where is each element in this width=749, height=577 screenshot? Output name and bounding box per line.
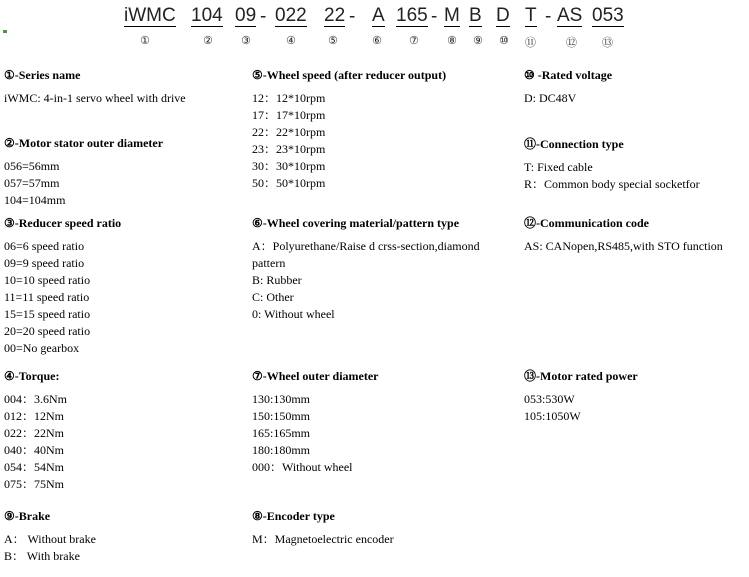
section-brake (4, 508, 96, 565)
code-brake: B (469, 5, 482, 26)
section-heading: ③-Reducer speed ratio (4, 216, 122, 230)
code-covering: A (372, 5, 385, 26)
section-line: 15=15 speed ratio (4, 307, 91, 321)
code-series: iWMC (124, 5, 176, 26)
section-heading: ⑫-Communication code (524, 216, 649, 230)
section-heading: ④-Torque: (4, 369, 60, 383)
section-line: 150:150mm (252, 409, 311, 423)
section-line: 004：3.6Nm (4, 392, 68, 406)
code-connection: T (525, 5, 537, 26)
code-separator: - (545, 6, 552, 27)
section-line: T: Fixed cable (524, 160, 593, 174)
section-heading: ⑬-Motor rated power (524, 369, 638, 383)
section-line: 180:180mm (252, 443, 311, 457)
section-power (524, 368, 638, 425)
code-voltage: D (496, 5, 510, 26)
section-line: 0: Without wheel (252, 307, 335, 321)
section-line: 50：50*10rpm (252, 176, 326, 190)
section-heading: ⑧-Encoder type (252, 509, 335, 523)
code-reducer: 09 (235, 5, 257, 26)
section-line: 056=56mm (4, 159, 60, 173)
code-stator: 104 (191, 5, 223, 26)
section-torque (4, 368, 67, 493)
section-line: 040：40Nm (4, 443, 65, 457)
section-line: 165:165mm (252, 426, 311, 440)
section-heading: ①-Series name (4, 68, 81, 82)
section-heading: ⑤-Wheel speed (after reducer output) (252, 68, 447, 82)
code-position-numbers (0, 34, 749, 50)
section-line: AS: CANopen,RS485,with STO function (524, 239, 723, 253)
section-line: B: Rubber (252, 273, 302, 287)
section-line: 09=9 speed ratio (4, 256, 85, 270)
code-communication: AS (557, 5, 583, 26)
green-marker (3, 30, 7, 33)
section-series (4, 67, 186, 107)
section-line: 012：12Nm (4, 409, 65, 423)
section-heading: ⑪-Connection type (524, 137, 624, 151)
code-encoder: M (444, 5, 460, 26)
code-separator: - (349, 6, 356, 27)
section-line: 130:130mm (252, 392, 311, 406)
model-code (0, 6, 749, 28)
section-line: 22：22*10rpm (252, 125, 326, 139)
section-heading: ⑩ -Rated voltage (524, 68, 613, 82)
section-reducer (4, 215, 121, 357)
position-number: ⑪ (525, 36, 536, 49)
section-line: D: DC48V (524, 91, 577, 105)
position-number: ⑫ (566, 36, 577, 49)
section-connection (524, 136, 700, 193)
section-line: 00=No gearbox (4, 341, 80, 355)
section-heading: ⑨-Brake (4, 509, 51, 523)
position-number: ④ (286, 34, 296, 47)
section-line: 06=6 speed ratio (4, 239, 85, 253)
code-power: 053 (592, 5, 624, 26)
position-number: ① (140, 34, 150, 47)
section-wheel-diameter (252, 368, 379, 476)
section-line: 104=104mm (4, 193, 66, 207)
section-line: 20=20 speed ratio (4, 324, 91, 338)
section-heading: ②-Motor stator outer diameter (4, 136, 164, 150)
section-voltage (524, 67, 612, 107)
position-number: ③ (241, 34, 251, 47)
position-number: ⑩ (499, 34, 509, 47)
section-line: 30：30*10rpm (252, 159, 326, 173)
section-line: C: Other (252, 290, 294, 304)
section-speed (252, 67, 446, 192)
section-line: M：Magnetoelectric encoder (252, 532, 394, 546)
position-number: ⑧ (447, 34, 457, 47)
section-line: 054：54Nm (4, 460, 65, 474)
section-heading: ⑦-Wheel outer diameter (252, 369, 379, 383)
code-separator: - (260, 6, 267, 27)
section-heading: ⑥-Wheel covering material/pattern type (252, 216, 460, 230)
position-number: ⑤ (328, 34, 338, 47)
code-wheel-diameter: 165 (396, 5, 428, 26)
section-line: R：Common body special socketfor (524, 177, 700, 191)
position-number: ⑥ (372, 34, 382, 47)
section-line: 17：17*10rpm (252, 108, 326, 122)
section-line: 057=57mm (4, 176, 60, 190)
section-line: 022：22Nm (4, 426, 65, 440)
code-separator: - (431, 6, 438, 27)
code-torque: 022 (275, 5, 307, 26)
section-line: B： With brake (4, 549, 80, 563)
section-line: 000：Without wheel (252, 460, 353, 474)
section-line: iWMC: 4-in-1 servo wheel with drive (4, 91, 186, 105)
section-line: 075：75Nm (4, 477, 65, 491)
section-communication (524, 215, 723, 255)
position-number: ② (203, 34, 213, 47)
section-stator (4, 135, 163, 209)
section-line: A： Without brake (4, 532, 96, 546)
section-line: 12：12*10rpm (252, 91, 326, 105)
position-number: ⑨ (473, 34, 483, 47)
code-speed: 22 (324, 5, 346, 26)
section-line: 10=10 speed ratio (4, 273, 91, 287)
section-line: A：Polyurethane/Raise d crss-section,diamond pattern (252, 239, 480, 270)
section-covering (252, 215, 514, 323)
section-line: 23：23*10rpm (252, 142, 326, 156)
section-encoder (252, 508, 394, 548)
position-number: ⑦ (409, 34, 419, 47)
section-line: 053:530W (524, 392, 575, 406)
section-line: 11=11 speed ratio (4, 290, 90, 304)
section-line: 105:1050W (524, 409, 581, 423)
position-number: ⑬ (602, 36, 613, 49)
